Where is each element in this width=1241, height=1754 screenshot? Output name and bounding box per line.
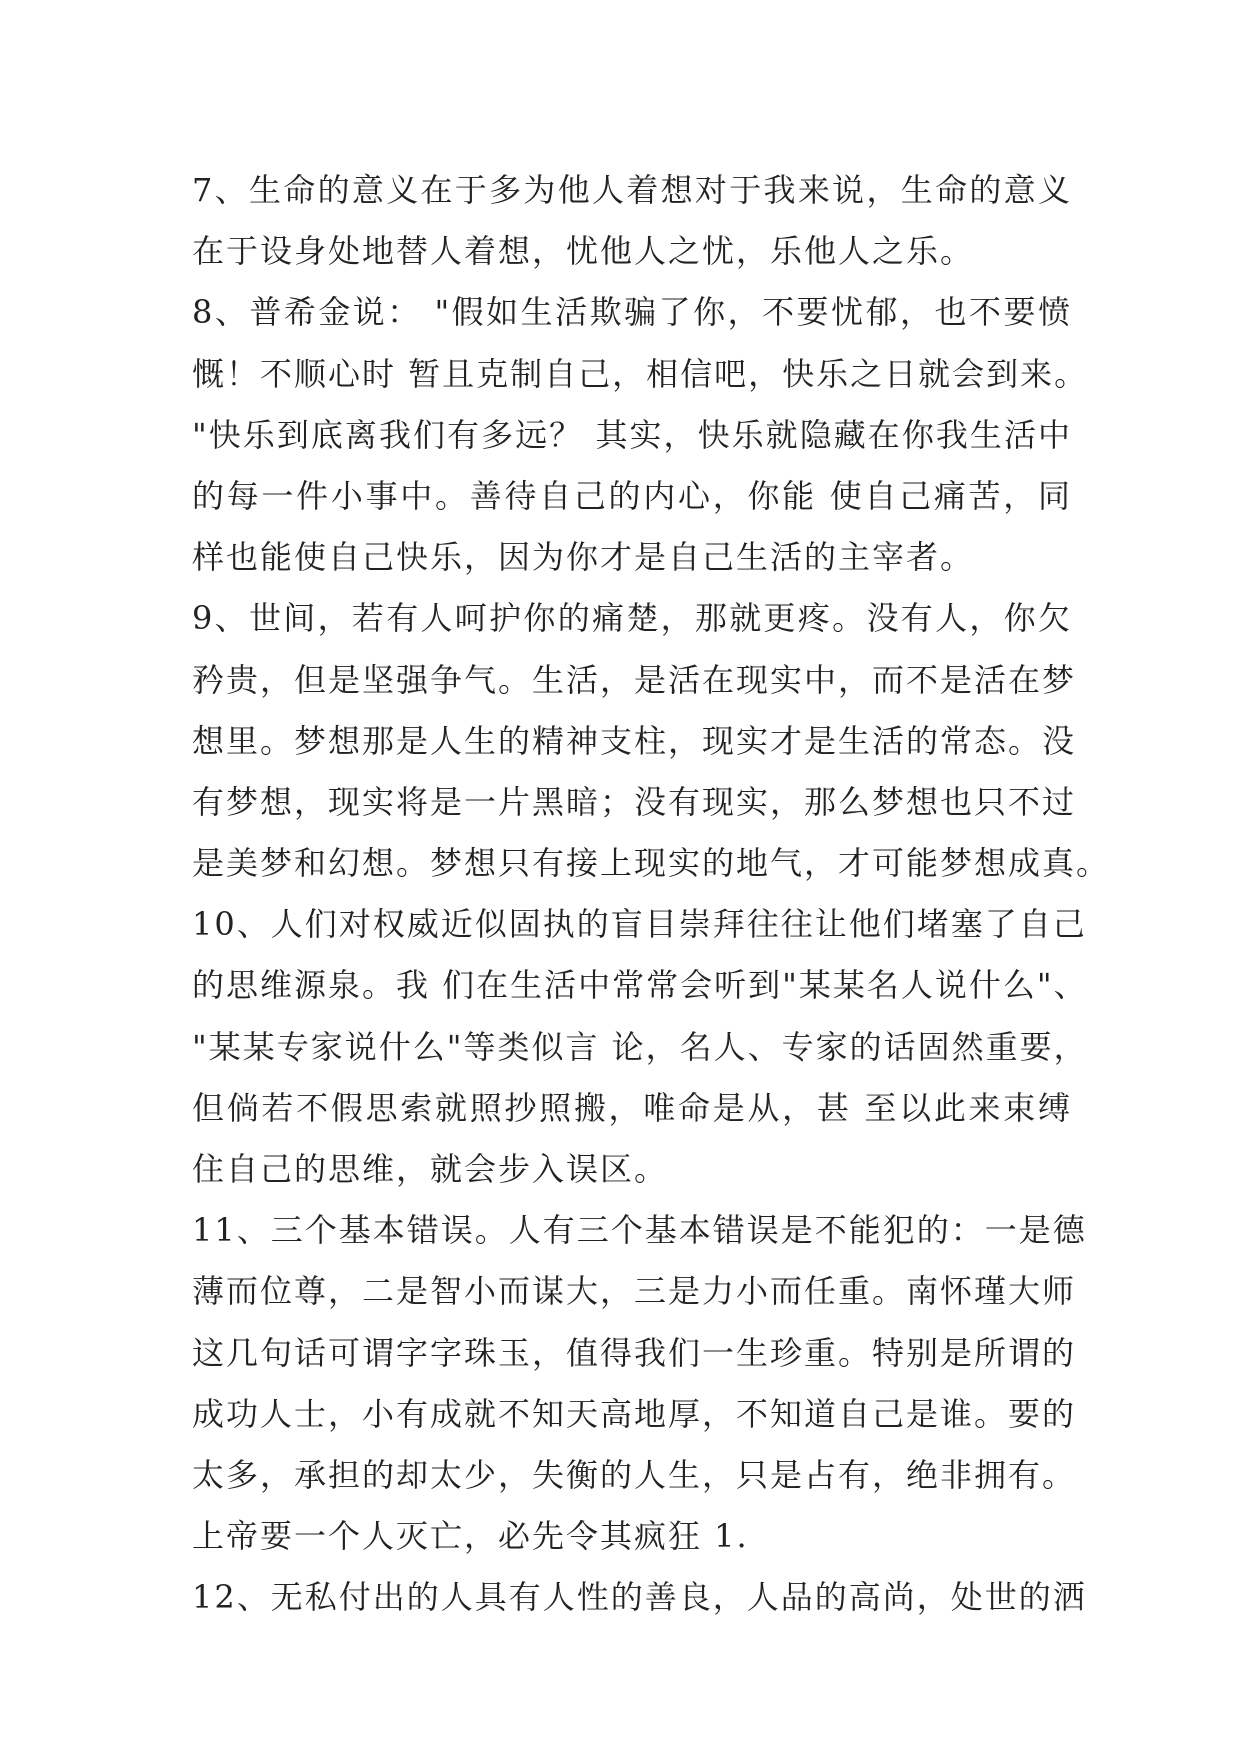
text-line: 上帝要一个人灭亡，必先令其疯狂 1. xyxy=(192,1517,749,1556)
text-line: 太多，承担的却太少，失衡的人生，只是占有，绝非拥有。 xyxy=(192,1455,1077,1494)
text-line: 这几句话可谓字字珠玉，值得我们一生珍重。特别是所谓的 xyxy=(192,1333,1077,1372)
text-line: 的思维源泉。我 们在生活中常常会听到"某某名人说什么"、 xyxy=(192,966,1088,1005)
text-line: 薄而位尊，二是智小而谋大，三是力小而任重。南怀瑾大师 xyxy=(192,1272,1077,1311)
text-line: 想里。梦想那是人生的精神支柱，现实才是生活的常态。没 xyxy=(192,721,1077,760)
text-line: "某某专家说什么"等类似言 论，名人、专家的话固然重要， xyxy=(192,1027,1088,1066)
text-line: 在于设身处地替人着想，忧他人之忧，乐他人之乐。 xyxy=(192,232,975,271)
text-line: 10、人们对权威近似固执的盲目崇拜往往让他们堵塞了自己 xyxy=(192,905,1087,944)
text-line: 住自己的思维，就会步入误区。 xyxy=(192,1150,669,1188)
text-line: 成功人士，小有成就不知天高地厚，不知道自己是谁。要的 xyxy=(192,1394,1077,1433)
text-line: 7、生命的意义在于多为他人着想对于我来说，生命的意义 xyxy=(192,171,1072,209)
text-line: 慨！不顺心时 暂且克制自己，相信吧，快乐之日就会到来。 xyxy=(192,354,1089,393)
text-line: 8、普希金说： "假如生活欺骗了你，不要忧郁，也不要愤 xyxy=(192,293,1072,332)
text-line: 的每一件小事中。善待自己的内心，你能 使自己痛苦，同 xyxy=(192,476,1072,515)
text-line: 矜贵，但是坚强争气。生活，是活在现实中，而不是活在梦 xyxy=(192,660,1077,699)
text-line: 11、三个基本错误。人有三个基本错误是不能犯的：一是德 xyxy=(192,1211,1087,1250)
body-text xyxy=(192,160,1111,1629)
text-line: 12、无私付出的人具有人性的善良，人品的高尚，处世的洒 xyxy=(192,1578,1087,1617)
text-line: 9、世间，若有人呵护你的痛楚，那就更疼。没有人，你欠 xyxy=(192,599,1072,638)
text-line: 样也能使自己快乐，因为你才是自己生活的主宰者。 xyxy=(192,538,975,577)
text-line: 是美梦和幻想。梦想只有接上现实的地气，才可能梦想成真。 xyxy=(192,844,1111,883)
text-line: "快乐到底离我们有多远？ 其实，快乐就隐藏在你我生活中 xyxy=(192,415,1072,454)
text-line: 有梦想，现实将是一片黑暗；没有现实，那么梦想也只不过 xyxy=(192,782,1077,821)
text-line: 但倘若不假思索就照抄照搬，唯命是从，甚 至以此来束缚 xyxy=(192,1088,1072,1127)
